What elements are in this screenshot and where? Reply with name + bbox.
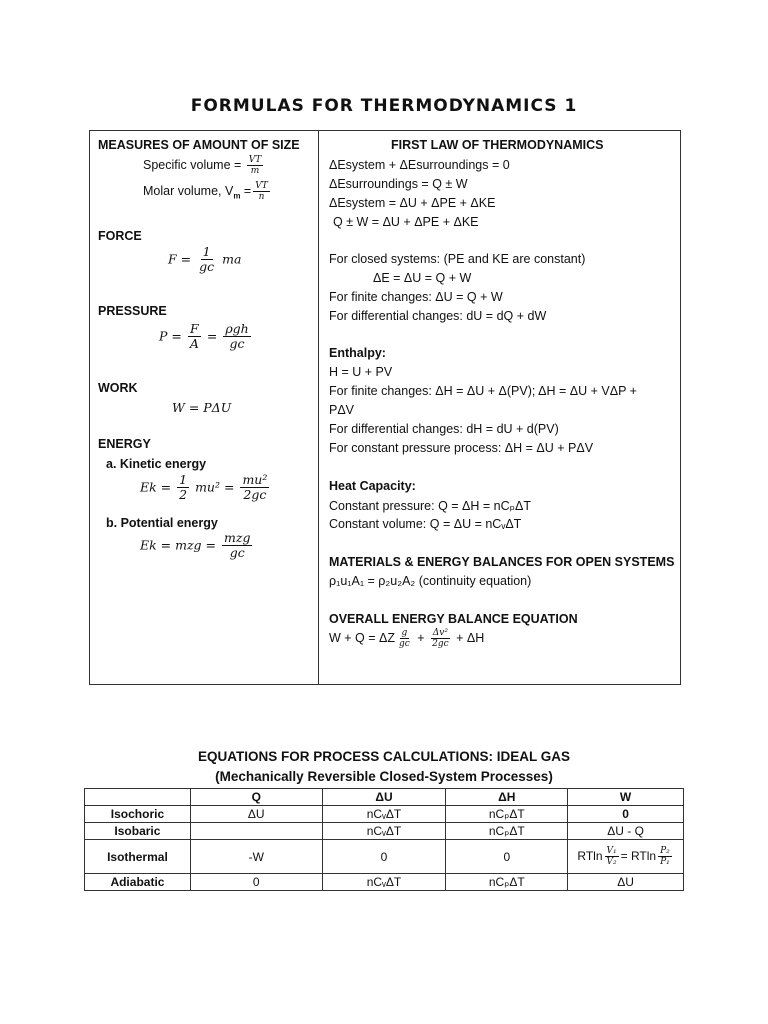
energy-heading: ENERGY (98, 437, 151, 451)
overall-energy-heading: OVERALL ENERGY BALANCE EQUATION (329, 612, 578, 626)
numerator: g (401, 628, 408, 638)
numerator: V₁ (606, 845, 617, 856)
table-cell: 0 (568, 806, 684, 823)
kinetic-energy-label: a. Kinetic energy (106, 457, 207, 471)
table-cell: 0 (322, 840, 446, 874)
ideal-gas-table (84, 788, 684, 891)
table-cell-isothermal-work (568, 840, 684, 874)
first-law-line: ΔEsystem = ΔU + ΔPE + ΔKE (329, 196, 496, 210)
enthalpy-line: PΔV (329, 403, 355, 417)
materials-heading: MATERIALS & ENERGY BALANCES FOR OPEN SYSTEMS (329, 555, 675, 569)
denominator: A (189, 336, 199, 352)
table-cell: nCᵥΔT (322, 806, 446, 823)
force-heading: FORCE (98, 229, 142, 243)
table-subheading: (Mechanically Reversible Closed-System Processes) (215, 769, 553, 784)
differential-changes-line: For differential changes: dU = dQ + dW (329, 309, 547, 323)
subscript: m (233, 191, 241, 201)
enthalpy-line: H = U + PV (329, 365, 393, 379)
equals: = (206, 328, 218, 344)
denominator: m (250, 166, 260, 177)
pressure-formula (159, 322, 253, 352)
lhs: W + Q = ΔZ (329, 631, 395, 646)
numerator: mzg (224, 530, 251, 545)
table-cell: ΔU - Q (568, 823, 684, 840)
row-label: Adiabatic (85, 874, 191, 891)
denominator: gc (229, 545, 245, 561)
page-title: FORMULAS FOR THERMODYNAMICS 1 (190, 96, 578, 116)
label: Specific volume = (143, 158, 242, 173)
denominator: gc (229, 336, 245, 352)
equals-rtln: = RTln (620, 848, 657, 863)
denominator: n (258, 192, 265, 203)
table-row (85, 874, 684, 891)
lhs: F = (168, 251, 192, 267)
column-header (85, 789, 191, 806)
table-heading: EQUATIONS FOR PROCESS CALCULATIONS: IDEAL GAS (197, 749, 570, 764)
numerator: 1 (202, 244, 211, 259)
specific-volume-formula (143, 155, 265, 177)
denominator: P₁ (660, 857, 670, 867)
plus: + (417, 631, 425, 646)
kinetic-energy-formula (140, 473, 271, 503)
lhs: P = (159, 328, 182, 344)
row-label: Isothermal (85, 840, 191, 874)
measures-heading: MEASURES OF AMOUNT OF SIZE (98, 138, 300, 152)
row-label: Isobaric (85, 823, 191, 840)
numerator: ρgh (225, 321, 249, 336)
column-header: ΔU (322, 789, 446, 806)
work-formula: W = PΔU (172, 400, 232, 415)
heat-capacity-line: Constant volume: Q = ΔU = nCᵥΔT (329, 517, 522, 531)
table-cell: nCₚΔT (446, 874, 568, 891)
table-cell: nCᵥΔT (322, 874, 446, 891)
equals: = (243, 184, 252, 199)
lhs: Ek = (140, 479, 172, 495)
enthalpy-line: For differential changes: dH = dU + d(PV) (329, 422, 559, 436)
enthalpy-line: For constant pressure process: ΔH = ΔU + PΔV (329, 441, 594, 455)
numerator: 1 (179, 472, 188, 487)
table-cell: ΔU (568, 874, 684, 891)
denominator: 2 (179, 487, 188, 503)
denominator: V₂ (606, 857, 617, 867)
rhs: + ΔH (456, 631, 485, 646)
numerator: VT (248, 155, 262, 165)
denominator: gc (399, 639, 410, 650)
middle: mu² = (195, 479, 235, 495)
continuity-equation: ρ₁u₁A₁ = ρ₂u₂A₂ (continuity equation) (329, 574, 532, 588)
molar-volume-formula (143, 181, 272, 203)
column-header: W (568, 789, 684, 806)
column-divider (318, 130, 319, 684)
row-label: Isochoric (85, 806, 191, 823)
numerator: mu² (242, 472, 268, 487)
table-row (85, 840, 684, 874)
rtln: RTln (577, 848, 603, 863)
force-formula (168, 245, 241, 275)
table-cell: 0 (446, 840, 568, 874)
closed-systems-line: For closed systems: (PE and KE are constant) (329, 252, 586, 266)
numerator: VT (255, 181, 268, 191)
table-cell: nCₚΔT (446, 823, 568, 840)
table-cell: nCᵥΔT (322, 823, 446, 840)
numerator: P₂ (660, 845, 670, 856)
denominator: 2gc (432, 639, 449, 650)
numerator: Δv² (432, 628, 448, 638)
table-row (85, 806, 684, 823)
table-cell: 0 (190, 874, 322, 891)
work-heading: WORK (98, 381, 138, 395)
denominator: 2gc (243, 487, 267, 503)
closed-systems-line: ΔE = ΔU = Q + W (373, 271, 472, 285)
table-cell: -W (190, 840, 322, 874)
table-header-row (85, 789, 684, 806)
enthalpy-line: For finite changes: ΔH = ΔU + Δ(PV); ΔH = ΔU + VΔP + (329, 384, 637, 398)
first-law-line: ΔEsurroundings = Q ± W (329, 177, 468, 191)
table-cell (190, 823, 322, 840)
rhs: ma (222, 251, 242, 267)
first-law-line: Q ± W = ΔU + ΔPE + ΔKE (333, 215, 479, 229)
potential-energy-formula (140, 531, 254, 561)
pressure-heading: PRESSURE (98, 304, 167, 318)
denominator: gc (199, 259, 215, 275)
column-header: ΔH (446, 789, 568, 806)
potential-energy-label: b. Potential energy (106, 516, 218, 530)
table-cell: nCₚΔT (446, 806, 568, 823)
first-law-line: ΔEsystem + ΔEsurroundings = 0 (329, 158, 510, 172)
heat-capacity-heading: Heat Capacity: (329, 479, 416, 493)
overall-energy-formula (329, 628, 484, 650)
lhs: Ek = mzg = (140, 537, 217, 553)
enthalpy-heading: Enthalpy: (329, 346, 386, 360)
finite-changes-line: For finite changes: ΔU = Q + W (329, 290, 503, 304)
table-row (85, 823, 684, 840)
label: Molar volume, V (143, 184, 234, 199)
table-cell: ΔU (190, 806, 322, 823)
first-law-heading: FIRST LAW OF THERMODYNAMICS (391, 138, 604, 152)
column-header: Q (190, 789, 322, 806)
heat-capacity-line: Constant pressure: Q = ΔH = nCₚΔT (329, 499, 531, 513)
numerator: F (190, 321, 199, 336)
